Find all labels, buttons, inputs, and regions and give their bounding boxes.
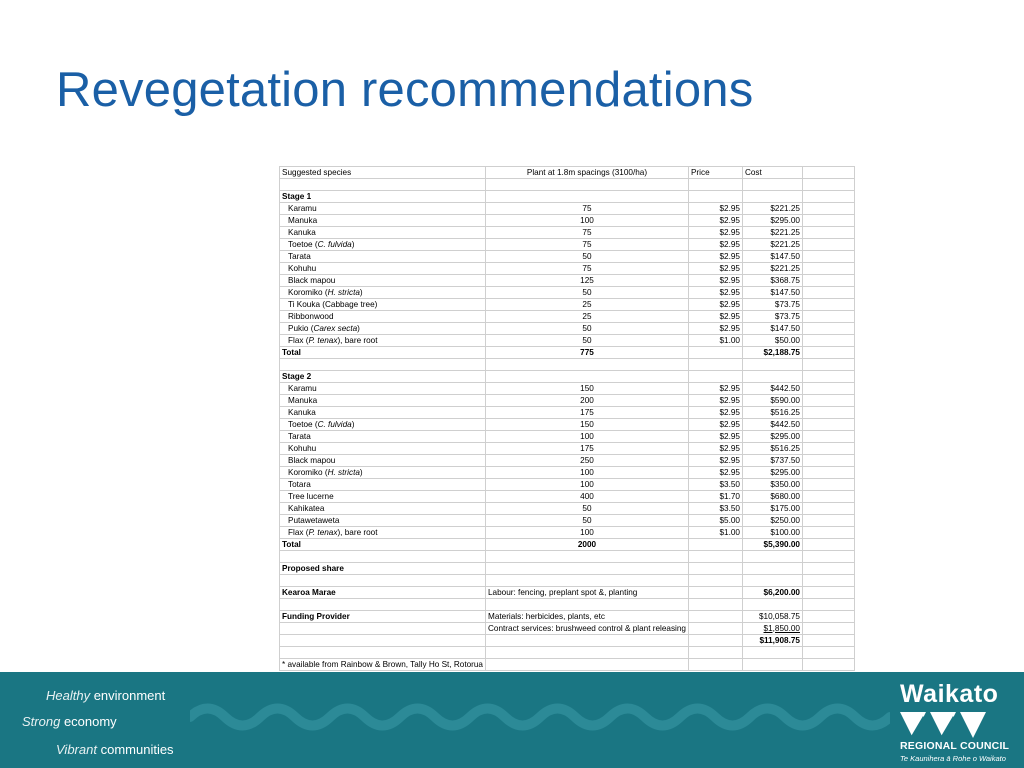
blank-cell (486, 599, 689, 611)
plant-cost: $350.00 (742, 479, 802, 491)
plant-price: $2.95 (688, 215, 742, 227)
blank-cell (688, 659, 742, 671)
blank-cell (802, 203, 854, 215)
species-name: Karamu (280, 383, 486, 395)
funder-row-2 (280, 623, 855, 635)
plant-price: $2.95 (688, 323, 742, 335)
plant-cost: $590.00 (742, 395, 802, 407)
stage-label: Stage 1 (280, 191, 486, 203)
total-row (280, 539, 855, 551)
blank-cell (802, 311, 854, 323)
blank-cell (688, 551, 742, 563)
plant-cost: $50.00 (742, 335, 802, 347)
blank-cell (742, 371, 802, 383)
plant-price: $2.95 (688, 467, 742, 479)
table-row (280, 491, 855, 503)
species-name: Totara (280, 479, 486, 491)
blank-row (280, 599, 855, 611)
blank-cell (742, 575, 802, 587)
species-name: Kanuka (280, 407, 486, 419)
funder-total: $11,908.75 (742, 635, 802, 647)
table-row (280, 323, 855, 335)
plant-price: $1.00 (688, 335, 742, 347)
species-name: Pukio (Carex secta) (280, 323, 486, 335)
waikato-logo (898, 680, 1018, 764)
blank-cell (802, 383, 854, 395)
plant-cost: $295.00 (742, 467, 802, 479)
plant-cost: $147.50 (742, 323, 802, 335)
plant-quantity: 175 (486, 443, 689, 455)
blank-cell (688, 611, 742, 623)
plant-cost: $737.50 (742, 455, 802, 467)
blank-cell (742, 551, 802, 563)
table-row (280, 419, 855, 431)
plant-cost: $516.25 (742, 407, 802, 419)
blank-cell (802, 359, 854, 371)
plant-quantity: 100 (486, 479, 689, 491)
total-quantity: 775 (486, 347, 689, 359)
blank-cell (802, 635, 854, 647)
plant-price: $2.95 (688, 251, 742, 263)
plant-quantity: 75 (486, 239, 689, 251)
plant-cost: $516.25 (742, 443, 802, 455)
blank-cell (688, 191, 742, 203)
plant-quantity: 150 (486, 383, 689, 395)
blank-cell (742, 191, 802, 203)
plant-cost: $442.50 (742, 383, 802, 395)
blank-cell (802, 527, 854, 539)
species-name: Flax (P. tenax), bare root (280, 335, 486, 347)
table-row (280, 275, 855, 287)
plant-quantity: 75 (486, 263, 689, 275)
blank-cell (802, 623, 854, 635)
plant-quantity: 25 (486, 299, 689, 311)
plant-price: $2.95 (688, 443, 742, 455)
blank-cell (802, 287, 854, 299)
blank-cell (802, 659, 854, 671)
plant-price: $2.95 (688, 299, 742, 311)
blank-row (280, 179, 855, 191)
plant-price: $3.50 (688, 479, 742, 491)
blank-cell (802, 563, 854, 575)
table-row (280, 203, 855, 215)
plant-cost: $295.00 (742, 431, 802, 443)
species-name: Kohuhu (280, 263, 486, 275)
plant-price: $1.00 (688, 527, 742, 539)
blank-row (280, 575, 855, 587)
species-name: Flax (P. tenax), bare root (280, 527, 486, 539)
plant-price: $2.95 (688, 431, 742, 443)
plant-price: $2.95 (688, 275, 742, 287)
blank-cell (802, 167, 854, 179)
marae-row (280, 587, 855, 599)
tagline-em: Strong (22, 714, 61, 729)
plant-price: $2.95 (688, 263, 742, 275)
blank-cell (486, 551, 689, 563)
share-label: Proposed share (280, 563, 486, 575)
plant-quantity: 250 (486, 455, 689, 467)
plant-cost: $680.00 (742, 491, 802, 503)
blank-cell (688, 623, 742, 635)
blank-cell (802, 239, 854, 251)
plant-cost: $442.50 (742, 419, 802, 431)
blank-cell (802, 551, 854, 563)
tagline-vibrant (56, 742, 174, 757)
table-row (280, 251, 855, 263)
footnote: * available from Rainbow & Brown, Tally Ho St, Rotorua (280, 659, 486, 671)
species-name: Koromiko (H. stricta) (280, 467, 486, 479)
blank-cell (802, 491, 854, 503)
table-row (280, 383, 855, 395)
blank-cell (802, 599, 854, 611)
plant-quantity: 50 (486, 335, 689, 347)
plant-cost: $221.25 (742, 239, 802, 251)
species-name: Tarata (280, 251, 486, 263)
tagline-rest: environment (93, 688, 166, 703)
blank-cell (486, 191, 689, 203)
species-name: Toetoe (C. fulvida) (280, 419, 486, 431)
blank-cell (802, 647, 854, 659)
plant-quantity: 100 (486, 527, 689, 539)
table-row (280, 239, 855, 251)
table-row (280, 527, 855, 539)
revegetation-table (279, 166, 855, 671)
species-name: Karamu (280, 203, 486, 215)
plant-quantity: 50 (486, 323, 689, 335)
plant-price: $2.95 (688, 287, 742, 299)
blank-cell (802, 539, 854, 551)
page-title: Revegetation recommendations (56, 63, 754, 117)
plant-cost: $221.25 (742, 227, 802, 239)
tagline-em: Healthy (46, 688, 91, 703)
plant-quantity: 200 (486, 395, 689, 407)
blank-cell (688, 599, 742, 611)
funder-name: Funding Provider (280, 611, 486, 623)
blank-cell (802, 611, 854, 623)
blank-cell (802, 407, 854, 419)
plant-quantity: 175 (486, 407, 689, 419)
total-label: Total (280, 347, 486, 359)
plant-cost: $250.00 (742, 515, 802, 527)
plant-cost: $147.50 (742, 287, 802, 299)
blank-cell (280, 551, 486, 563)
plant-cost: $221.25 (742, 203, 802, 215)
plant-price: $3.50 (688, 503, 742, 515)
blank-cell (802, 179, 854, 191)
species-name: Black mapou (280, 275, 486, 287)
plant-quantity: 150 (486, 419, 689, 431)
logo-wordmark: Waikato (900, 680, 999, 708)
blank-cell (688, 359, 742, 371)
blank-cell (802, 395, 854, 407)
funder-desc-materials: Materials: herbicides, plants, etc (486, 611, 689, 623)
blank-cell (688, 647, 742, 659)
species-name: Black mapou (280, 455, 486, 467)
plant-quantity: 400 (486, 491, 689, 503)
plant-quantity: 125 (486, 275, 689, 287)
species-name: Koromiko (H. stricta) (280, 287, 486, 299)
blank-cell (688, 587, 742, 599)
table-row (280, 503, 855, 515)
blank-cell (688, 179, 742, 191)
species-name: Manuka (280, 215, 486, 227)
blank-cell (802, 443, 854, 455)
species-name: Kanuka (280, 227, 486, 239)
blank-cell (742, 179, 802, 191)
blank-cell (802, 191, 854, 203)
blank-cell (742, 647, 802, 659)
blank-cell (688, 371, 742, 383)
plant-quantity: 100 (486, 431, 689, 443)
tagline-em: Vibrant (56, 742, 97, 757)
share-label-row (280, 563, 855, 575)
tagline-healthy (46, 688, 165, 703)
blank-cell (802, 371, 854, 383)
total-cost: $2,188.75 (742, 347, 802, 359)
blank-cell (280, 575, 486, 587)
blank-cell (802, 419, 854, 431)
species-name: Tree lucerne (280, 491, 486, 503)
blank-cell (802, 479, 854, 491)
table-row (280, 443, 855, 455)
blank-cell (802, 323, 854, 335)
logo-council-text: REGIONAL COUNCIL (900, 740, 1010, 752)
blank-cell (280, 635, 486, 647)
species-name: Putawetaweta (280, 515, 486, 527)
blank-cell (280, 179, 486, 191)
plant-cost: $295.00 (742, 215, 802, 227)
plant-quantity: 75 (486, 227, 689, 239)
plant-quantity: 50 (486, 503, 689, 515)
blank-cell (486, 575, 689, 587)
table-row (280, 287, 855, 299)
blank-cell (802, 251, 854, 263)
table-row (280, 215, 855, 227)
header-species: Suggested species (280, 167, 486, 179)
tagline-rest: communities (100, 742, 174, 757)
species-name: Ti Kouka (Cabbage tree) (280, 299, 486, 311)
plant-quantity: 100 (486, 467, 689, 479)
funder-total-row (280, 635, 855, 647)
plant-price: $5.00 (688, 515, 742, 527)
plant-price: $2.95 (688, 239, 742, 251)
blank-cell (742, 359, 802, 371)
total-cost: $5,390.00 (742, 539, 802, 551)
plant-cost: $100.00 (742, 527, 802, 539)
table-row (280, 431, 855, 443)
blank-cell (742, 599, 802, 611)
blank-cell (486, 563, 689, 575)
plant-quantity: 50 (486, 287, 689, 299)
blank-cell (280, 599, 486, 611)
marae-name: Kearoa Marae (280, 587, 486, 599)
total-quantity: 2000 (486, 539, 689, 551)
stage-label: Stage 2 (280, 371, 486, 383)
blank-cell (802, 587, 854, 599)
blank-cell (688, 563, 742, 575)
tagline-strong (22, 714, 117, 729)
species-name: Manuka (280, 395, 486, 407)
blank-cell (802, 263, 854, 275)
species-name: Toetoe (C. fulvida) (280, 239, 486, 251)
header-price: Price (688, 167, 742, 179)
plant-price: $2.95 (688, 383, 742, 395)
plant-cost: $73.75 (742, 311, 802, 323)
blank-cell (802, 275, 854, 287)
funder-cost-materials: $10,058.75 (742, 611, 802, 623)
blank-row (280, 551, 855, 563)
marae-cost: $6,200.00 (742, 587, 802, 599)
blank-cell (802, 503, 854, 515)
table-row (280, 479, 855, 491)
blank-row (280, 647, 855, 659)
plant-cost: $147.50 (742, 251, 802, 263)
plant-price: $1.70 (688, 491, 742, 503)
wave-decoration (190, 700, 890, 734)
table-row (280, 299, 855, 311)
blank-cell (802, 431, 854, 443)
blank-cell (486, 179, 689, 191)
blank-cell (486, 647, 689, 659)
plant-quantity: 100 (486, 215, 689, 227)
plant-price: $2.95 (688, 455, 742, 467)
stage-label-row (280, 371, 855, 383)
table-row (280, 263, 855, 275)
blank-cell (742, 659, 802, 671)
plant-cost: $221.25 (742, 263, 802, 275)
funder-desc-contract: Contract services: brushweed control & plant releasing (486, 623, 689, 635)
blank-cell (802, 575, 854, 587)
blank-row (280, 359, 855, 371)
blank-cell (688, 635, 742, 647)
blank-cell (486, 371, 689, 383)
blank-cell (280, 647, 486, 659)
blank-cell (802, 467, 854, 479)
plant-price: $2.95 (688, 395, 742, 407)
stage-label-row (280, 191, 855, 203)
table-row (280, 467, 855, 479)
blank-cell (802, 299, 854, 311)
species-name: Kohuhu (280, 443, 486, 455)
total-row (280, 347, 855, 359)
logo-subtitle: Te Kaunihera ā Rohe o Waikato (900, 754, 1006, 763)
logo-zigzag-icon (900, 712, 1010, 738)
blank-cell (802, 215, 854, 227)
table-row (280, 455, 855, 467)
blank-cell (802, 347, 854, 359)
tagline-rest: economy (63, 714, 117, 729)
blank-cell (486, 359, 689, 371)
header-cost: Cost (742, 167, 802, 179)
plant-price: $2.95 (688, 407, 742, 419)
blank-cell (280, 623, 486, 635)
funder-row (280, 611, 855, 623)
blank-cell (802, 335, 854, 347)
species-name: Kahikatea (280, 503, 486, 515)
footer-band (0, 672, 1024, 768)
table-row (280, 407, 855, 419)
blank-cell (802, 515, 854, 527)
plant-price: $2.95 (688, 419, 742, 431)
table-row (280, 515, 855, 527)
blank-cell (688, 539, 742, 551)
plant-price: $2.95 (688, 203, 742, 215)
plant-cost: $368.75 (742, 275, 802, 287)
blank-cell (688, 347, 742, 359)
table-row (280, 335, 855, 347)
blank-cell (486, 659, 689, 671)
blank-cell (486, 635, 689, 647)
blank-cell (280, 359, 486, 371)
blank-cell (742, 563, 802, 575)
species-name: Ribbonwood (280, 311, 486, 323)
plant-quantity: 75 (486, 203, 689, 215)
plant-price: $2.95 (688, 227, 742, 239)
plant-quantity: 50 (486, 251, 689, 263)
total-label: Total (280, 539, 486, 551)
table-header-row (280, 167, 855, 179)
plant-quantity: 50 (486, 515, 689, 527)
funder-cost-contract: $1,850.00 (742, 623, 802, 635)
plant-price: $2.95 (688, 311, 742, 323)
blank-cell (802, 455, 854, 467)
marae-desc: Labour: fencing, preplant spot &, planting (486, 587, 689, 599)
blank-cell (802, 227, 854, 239)
plant-cost: $73.75 (742, 299, 802, 311)
footnote-row (280, 659, 855, 671)
blank-cell (688, 575, 742, 587)
species-name: Tarata (280, 431, 486, 443)
header-spacing: Plant at 1.8m spacings (3100/ha) (486, 167, 689, 179)
table-row (280, 395, 855, 407)
plant-quantity: 25 (486, 311, 689, 323)
table-row (280, 311, 855, 323)
plant-cost: $175.00 (742, 503, 802, 515)
table-row (280, 227, 855, 239)
